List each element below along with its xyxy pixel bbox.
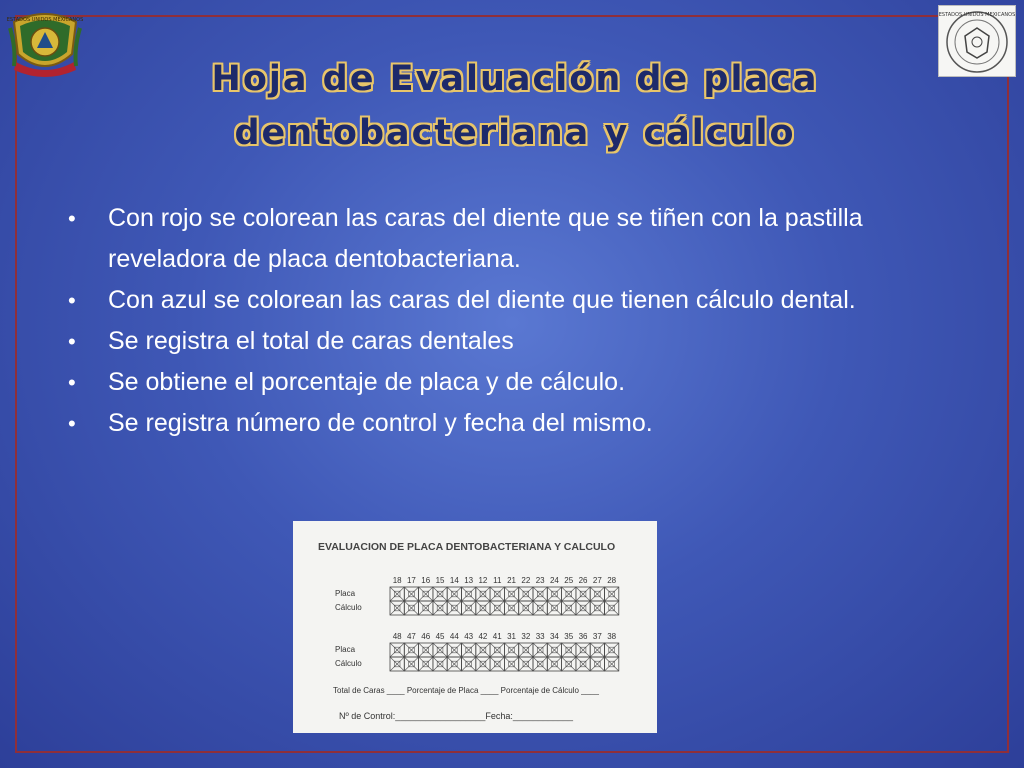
tooth-cell bbox=[533, 587, 547, 601]
tooth-cell bbox=[533, 643, 547, 657]
tooth-number: 33 bbox=[535, 632, 545, 641]
tooth-cell bbox=[476, 643, 490, 657]
bullet-text: Se obtiene el porcentaje de placa y de cálculo. bbox=[108, 368, 626, 396]
tooth-number: 18 bbox=[392, 576, 402, 585]
lower-tooth-numbers bbox=[393, 632, 617, 641]
tooth-cell bbox=[590, 587, 604, 601]
tooth-cell bbox=[447, 643, 461, 657]
right-logo-text: ESTADOS UNIDOS MEXICANOS bbox=[939, 12, 1015, 18]
tooth-cell bbox=[447, 587, 461, 601]
tooth-number: 17 bbox=[406, 576, 416, 585]
tooth-cell bbox=[590, 657, 604, 671]
tooth-cell bbox=[433, 657, 447, 671]
tooth-cell bbox=[390, 587, 404, 601]
upper-placa-label: Placa bbox=[335, 589, 356, 598]
tooth-number: 46 bbox=[421, 632, 431, 641]
slide-title bbox=[130, 52, 900, 160]
tooth-number: 43 bbox=[464, 632, 474, 641]
bullet-text: Con rojo se colorean las caras del diente que se tiñen con la pastilla reveladora de placa dentobacteriana. bbox=[108, 204, 863, 273]
title-line-1: Hoja de Evaluación de placa bbox=[211, 59, 819, 99]
tooth-cell bbox=[504, 587, 518, 601]
list-item bbox=[68, 362, 948, 403]
tooth-number: 28 bbox=[607, 576, 617, 585]
tooth-number: 23 bbox=[535, 576, 545, 585]
bullet-text: Se registra número de control y fecha del mismo. bbox=[108, 409, 653, 437]
tooth-cell bbox=[404, 643, 418, 657]
tooth-cell bbox=[576, 643, 590, 657]
bullet-text: Con azul se colorean las caras del diente que tienen cálculo dental. bbox=[108, 286, 856, 314]
tooth-cell bbox=[433, 587, 447, 601]
upper-calculo-label: Cálculo bbox=[335, 603, 362, 612]
lower-placa-label: Placa bbox=[335, 645, 356, 654]
tooth-cell bbox=[433, 643, 447, 657]
tooth-cell bbox=[462, 643, 476, 657]
tooth-number: 24 bbox=[549, 576, 559, 585]
tooth-number: 31 bbox=[507, 632, 517, 641]
tooth-cell bbox=[504, 601, 518, 615]
tooth-cell bbox=[490, 657, 504, 671]
upper-teeth-grid bbox=[390, 587, 619, 615]
tooth-cell bbox=[404, 657, 418, 671]
tooth-cell bbox=[576, 657, 590, 671]
tooth-cell bbox=[419, 601, 433, 615]
tooth-cell bbox=[590, 643, 604, 657]
tooth-number: 45 bbox=[435, 632, 445, 641]
tooth-cell bbox=[404, 587, 418, 601]
tooth-cell bbox=[576, 587, 590, 601]
tooth-cell bbox=[562, 657, 576, 671]
tooth-cell bbox=[462, 657, 476, 671]
tooth-cell bbox=[519, 657, 533, 671]
tooth-number: 12 bbox=[478, 576, 488, 585]
tooth-number: 11 bbox=[493, 576, 502, 585]
tooth-cell bbox=[605, 601, 619, 615]
form-heading: EVALUACION DE PLACA DENTOBACTERIANA Y CALCULO bbox=[318, 541, 616, 553]
tooth-cell bbox=[462, 601, 476, 615]
tooth-number: 38 bbox=[607, 632, 617, 641]
tooth-cell bbox=[519, 587, 533, 601]
tooth-number: 21 bbox=[507, 576, 517, 585]
tooth-cell bbox=[433, 601, 447, 615]
evaluation-form-image bbox=[293, 521, 657, 733]
tooth-cell bbox=[419, 657, 433, 671]
tooth-number: 26 bbox=[578, 576, 588, 585]
tooth-cell bbox=[504, 657, 518, 671]
tooth-cell bbox=[504, 643, 518, 657]
bullet-icon: • bbox=[68, 288, 76, 313]
tooth-cell bbox=[390, 657, 404, 671]
tooth-cell bbox=[547, 587, 561, 601]
tooth-number: 37 bbox=[592, 632, 602, 641]
tooth-number: 44 bbox=[449, 632, 459, 641]
tooth-cell bbox=[447, 657, 461, 671]
tooth-cell bbox=[490, 643, 504, 657]
tooth-number: 36 bbox=[578, 632, 588, 641]
tooth-cell bbox=[519, 601, 533, 615]
tooth-cell bbox=[490, 601, 504, 615]
tooth-cell bbox=[533, 601, 547, 615]
upper-tooth-numbers bbox=[393, 576, 617, 585]
list-item bbox=[68, 403, 948, 444]
tooth-cell bbox=[390, 643, 404, 657]
tooth-cell bbox=[562, 601, 576, 615]
tooth-cell bbox=[547, 657, 561, 671]
tooth-number: 48 bbox=[392, 632, 402, 641]
tooth-number: 25 bbox=[564, 576, 574, 585]
tooth-cell bbox=[476, 587, 490, 601]
title-line-2: dentobacteriana y cálculo bbox=[234, 113, 796, 153]
tooth-cell bbox=[490, 587, 504, 601]
control-line: Nº de Control:__________________Fecha:____________ bbox=[339, 711, 573, 721]
school-seal-icon bbox=[938, 5, 1016, 77]
tooth-cell bbox=[462, 587, 476, 601]
bullet-text: Se registra el total de caras dentales bbox=[108, 327, 514, 355]
tooth-cell bbox=[447, 601, 461, 615]
tooth-number: 34 bbox=[549, 632, 559, 641]
lower-teeth-grid bbox=[390, 643, 619, 671]
tooth-number: 41 bbox=[492, 632, 502, 641]
tooth-cell bbox=[419, 587, 433, 601]
tooth-number: 13 bbox=[464, 576, 474, 585]
tooth-cell bbox=[605, 657, 619, 671]
tooth-number: 16 bbox=[421, 576, 431, 585]
tooth-cell bbox=[562, 587, 576, 601]
university-crest-icon bbox=[6, 8, 84, 78]
tooth-cell bbox=[519, 643, 533, 657]
totals-line: Total de Caras ____ Porcentaje de Placa ____ Porcentaje de Cálculo ____ bbox=[333, 686, 599, 695]
tooth-cell bbox=[533, 657, 547, 671]
tooth-number: 42 bbox=[478, 632, 488, 641]
tooth-cell bbox=[390, 601, 404, 615]
tooth-number: 27 bbox=[592, 576, 602, 585]
tooth-cell bbox=[605, 587, 619, 601]
tooth-number: 15 bbox=[435, 576, 445, 585]
tooth-cell bbox=[404, 601, 418, 615]
tooth-cell bbox=[576, 601, 590, 615]
list-item bbox=[68, 280, 948, 321]
tooth-number: 22 bbox=[521, 576, 531, 585]
tooth-cell bbox=[605, 643, 619, 657]
evaluation-form-svg bbox=[293, 521, 657, 733]
tooth-number: 32 bbox=[521, 632, 531, 641]
bullet-list bbox=[68, 198, 948, 444]
tooth-cell bbox=[547, 601, 561, 615]
tooth-cell bbox=[590, 601, 604, 615]
tooth-number: 47 bbox=[406, 632, 416, 641]
bullet-icon: • bbox=[68, 411, 76, 436]
tooth-cell bbox=[419, 643, 433, 657]
tooth-cell bbox=[476, 601, 490, 615]
left-logo-text: ESTADOS UNIDOS MEXICANOS bbox=[6, 17, 84, 23]
lower-calculo-label: Cálculo bbox=[335, 659, 362, 668]
tooth-cell bbox=[562, 643, 576, 657]
bullet-icon: • bbox=[68, 370, 76, 395]
tooth-cell bbox=[547, 643, 561, 657]
tooth-number: 14 bbox=[449, 576, 459, 585]
list-item bbox=[68, 198, 948, 280]
bullet-icon: • bbox=[68, 206, 76, 231]
tooth-number: 35 bbox=[564, 632, 574, 641]
tooth-cell bbox=[476, 657, 490, 671]
bullet-icon: • bbox=[68, 329, 76, 354]
list-item bbox=[68, 321, 948, 362]
